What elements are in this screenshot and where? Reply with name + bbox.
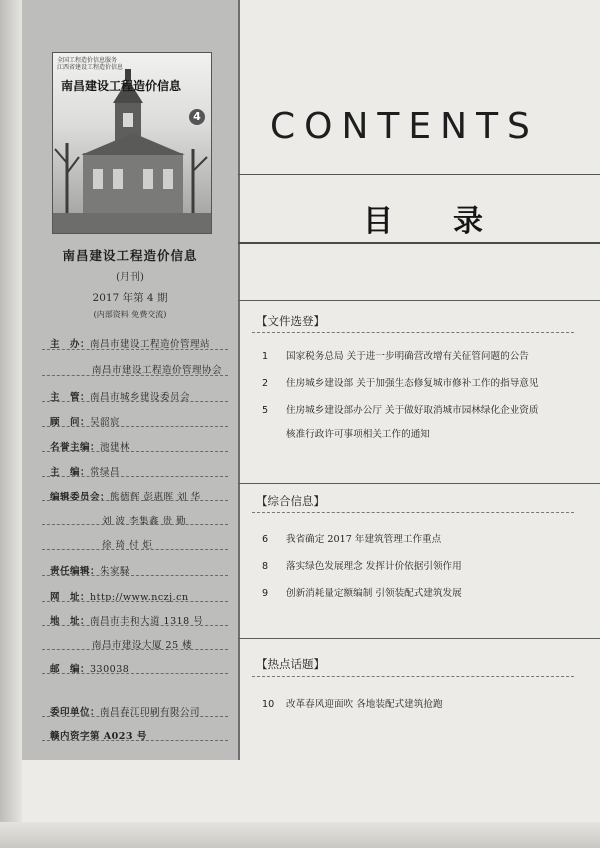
toc-entry-title: 住房城乡建设部办公厅 关于做好取消城市园林绿化企业资质: [286, 405, 539, 416]
toc-entry[interactable]: [262, 531, 441, 545]
toc-entry[interactable]: [262, 585, 462, 599]
masthead-label: 编辑委员会：: [50, 492, 111, 503]
toc-entry[interactable]: [262, 696, 443, 710]
divider: [238, 242, 600, 244]
toc-entry[interactable]: [262, 558, 462, 572]
masthead-value: 常绿昌: [90, 467, 121, 478]
dashed-divider: [42, 549, 228, 551]
masthead-label: 地 址：: [50, 616, 91, 627]
cover-title: 南昌建设工程造价信息: [61, 79, 182, 93]
toc-page-number: 10: [262, 699, 275, 710]
toc-entry[interactable]: [262, 375, 539, 389]
toc-entry-title: 落实绿色发展理念 发挥计价依据引领作用: [286, 561, 462, 572]
toc-entry-title: 国家税务总局 关于进一步明确营改增有关征管问题的公告: [286, 351, 529, 362]
masthead-label: 名誉主编：: [50, 442, 101, 453]
magazine-cover-image: [52, 52, 212, 234]
toc-page-number: 8: [262, 561, 269, 572]
section-divider: [238, 638, 600, 639]
masthead-value: 徐 琦 付 炬: [102, 540, 153, 551]
contents-heading: CONTENTS: [270, 106, 539, 147]
dashed-divider: [42, 375, 228, 377]
dashed-divider: [42, 401, 228, 403]
publication-name: 南昌建设工程造价信息: [62, 248, 198, 263]
masthead-label: 主 办：: [50, 339, 91, 350]
toc-entry-title: 创新消耗量定额编制 引领装配式建筑发展: [286, 588, 462, 599]
page-bottom-edge: [0, 822, 600, 848]
page-edge-shadow: [0, 0, 22, 848]
toc-page-number: 1: [262, 351, 269, 362]
mulu-heading: 目录: [363, 204, 543, 239]
dashed-divider: [42, 740, 228, 742]
dashed-divider: [42, 575, 228, 577]
toc-entry[interactable]: [262, 348, 529, 362]
masthead-value: 南昌市丰和大道 1318 号: [90, 616, 204, 627]
publication-frequency: (月刊): [116, 272, 144, 283]
section-heading-underline: [252, 512, 574, 513]
masthead-value: 熊德辉 彭惠晖 刘 华: [110, 492, 201, 503]
cover-issue-badge: 4: [189, 109, 205, 125]
masthead-value: 南昌春江印刷有限公司: [100, 707, 201, 718]
masthead-value: 330038: [90, 664, 130, 675]
cover-header-line1: 全国工程造价信息服务: [57, 57, 118, 64]
cover-header-line2: 江西省建设工程造价信息: [57, 64, 124, 71]
masthead-value: 南昌市建设工程造价管理协会: [92, 365, 223, 376]
masthead-value: http://www.nczj.cn: [90, 592, 189, 603]
dashed-divider: [42, 649, 228, 651]
masthead-label: 网 址：: [50, 592, 91, 603]
masthead-value: 吴韶宸: [90, 417, 121, 428]
section-divider: [238, 300, 600, 301]
toc-entry-title: 我省确定 2017 年建筑管理工作重点: [286, 534, 442, 545]
masthead-label: 责任编辑：: [50, 566, 101, 577]
dashed-divider: [42, 601, 228, 603]
dashed-divider: [42, 524, 228, 526]
masthead-value: 南昌市城乡建设委员会: [90, 392, 191, 403]
masthead-value: 刘 波 李集鑫 贵 勤: [102, 516, 187, 527]
section-divider: [238, 483, 600, 484]
section-heading-underline: [252, 332, 574, 333]
masthead-label: 赣内资字第 A023 号: [50, 731, 147, 742]
masthead-row: [50, 336, 210, 350]
section-heading: 【热点话题】: [256, 657, 325, 671]
dashed-divider: [42, 349, 228, 351]
issue-number: 2017 年第 4 期: [92, 292, 168, 304]
toc-page-number: 2: [262, 378, 269, 389]
dashed-divider: [42, 476, 228, 478]
masthead-label: 委印单位：: [50, 707, 101, 718]
dashed-divider: [42, 500, 228, 502]
toc-entry-title: 改革春风迎面吹 各地装配式建筑抢跑: [286, 699, 443, 710]
dashed-divider: [42, 716, 228, 718]
toc-page-number: 5: [262, 405, 269, 416]
dashed-divider: [42, 625, 228, 627]
masthead-label: 主 管：: [50, 392, 91, 403]
masthead-row: [92, 362, 222, 376]
masthead-value: 朱家騄: [100, 566, 131, 577]
section-heading: 【文件选登】: [256, 314, 325, 328]
masthead-value: 南昌市建设工程造价管理站: [90, 339, 211, 350]
toc-entry-title: 住房城乡建设部 关于加强生态修复城市修补工作的指导意见: [286, 378, 539, 389]
distribution-note: (内部资料 免费交流): [93, 310, 167, 319]
dashed-divider: [42, 426, 228, 428]
toc-page-number: 9: [262, 588, 269, 599]
toc-entry[interactable]: [262, 402, 539, 416]
masthead-value: 南昌市建设大厦 25 楼: [92, 640, 193, 651]
masthead-label: 主 编：: [50, 467, 91, 478]
section-heading: 【综合信息】: [256, 494, 325, 508]
masthead-label: 顾 问：: [50, 417, 91, 428]
masthead-value: 池建林: [100, 442, 131, 453]
masthead-label: 邮 编：: [50, 664, 91, 675]
section-heading-underline: [252, 676, 574, 677]
dashed-divider: [42, 451, 228, 453]
toc-page-number: 6: [262, 534, 269, 545]
divider: [238, 174, 600, 175]
toc-entry-continuation: 核准行政许可事项相关工作的通知: [286, 429, 430, 440]
dashed-divider: [42, 673, 228, 675]
